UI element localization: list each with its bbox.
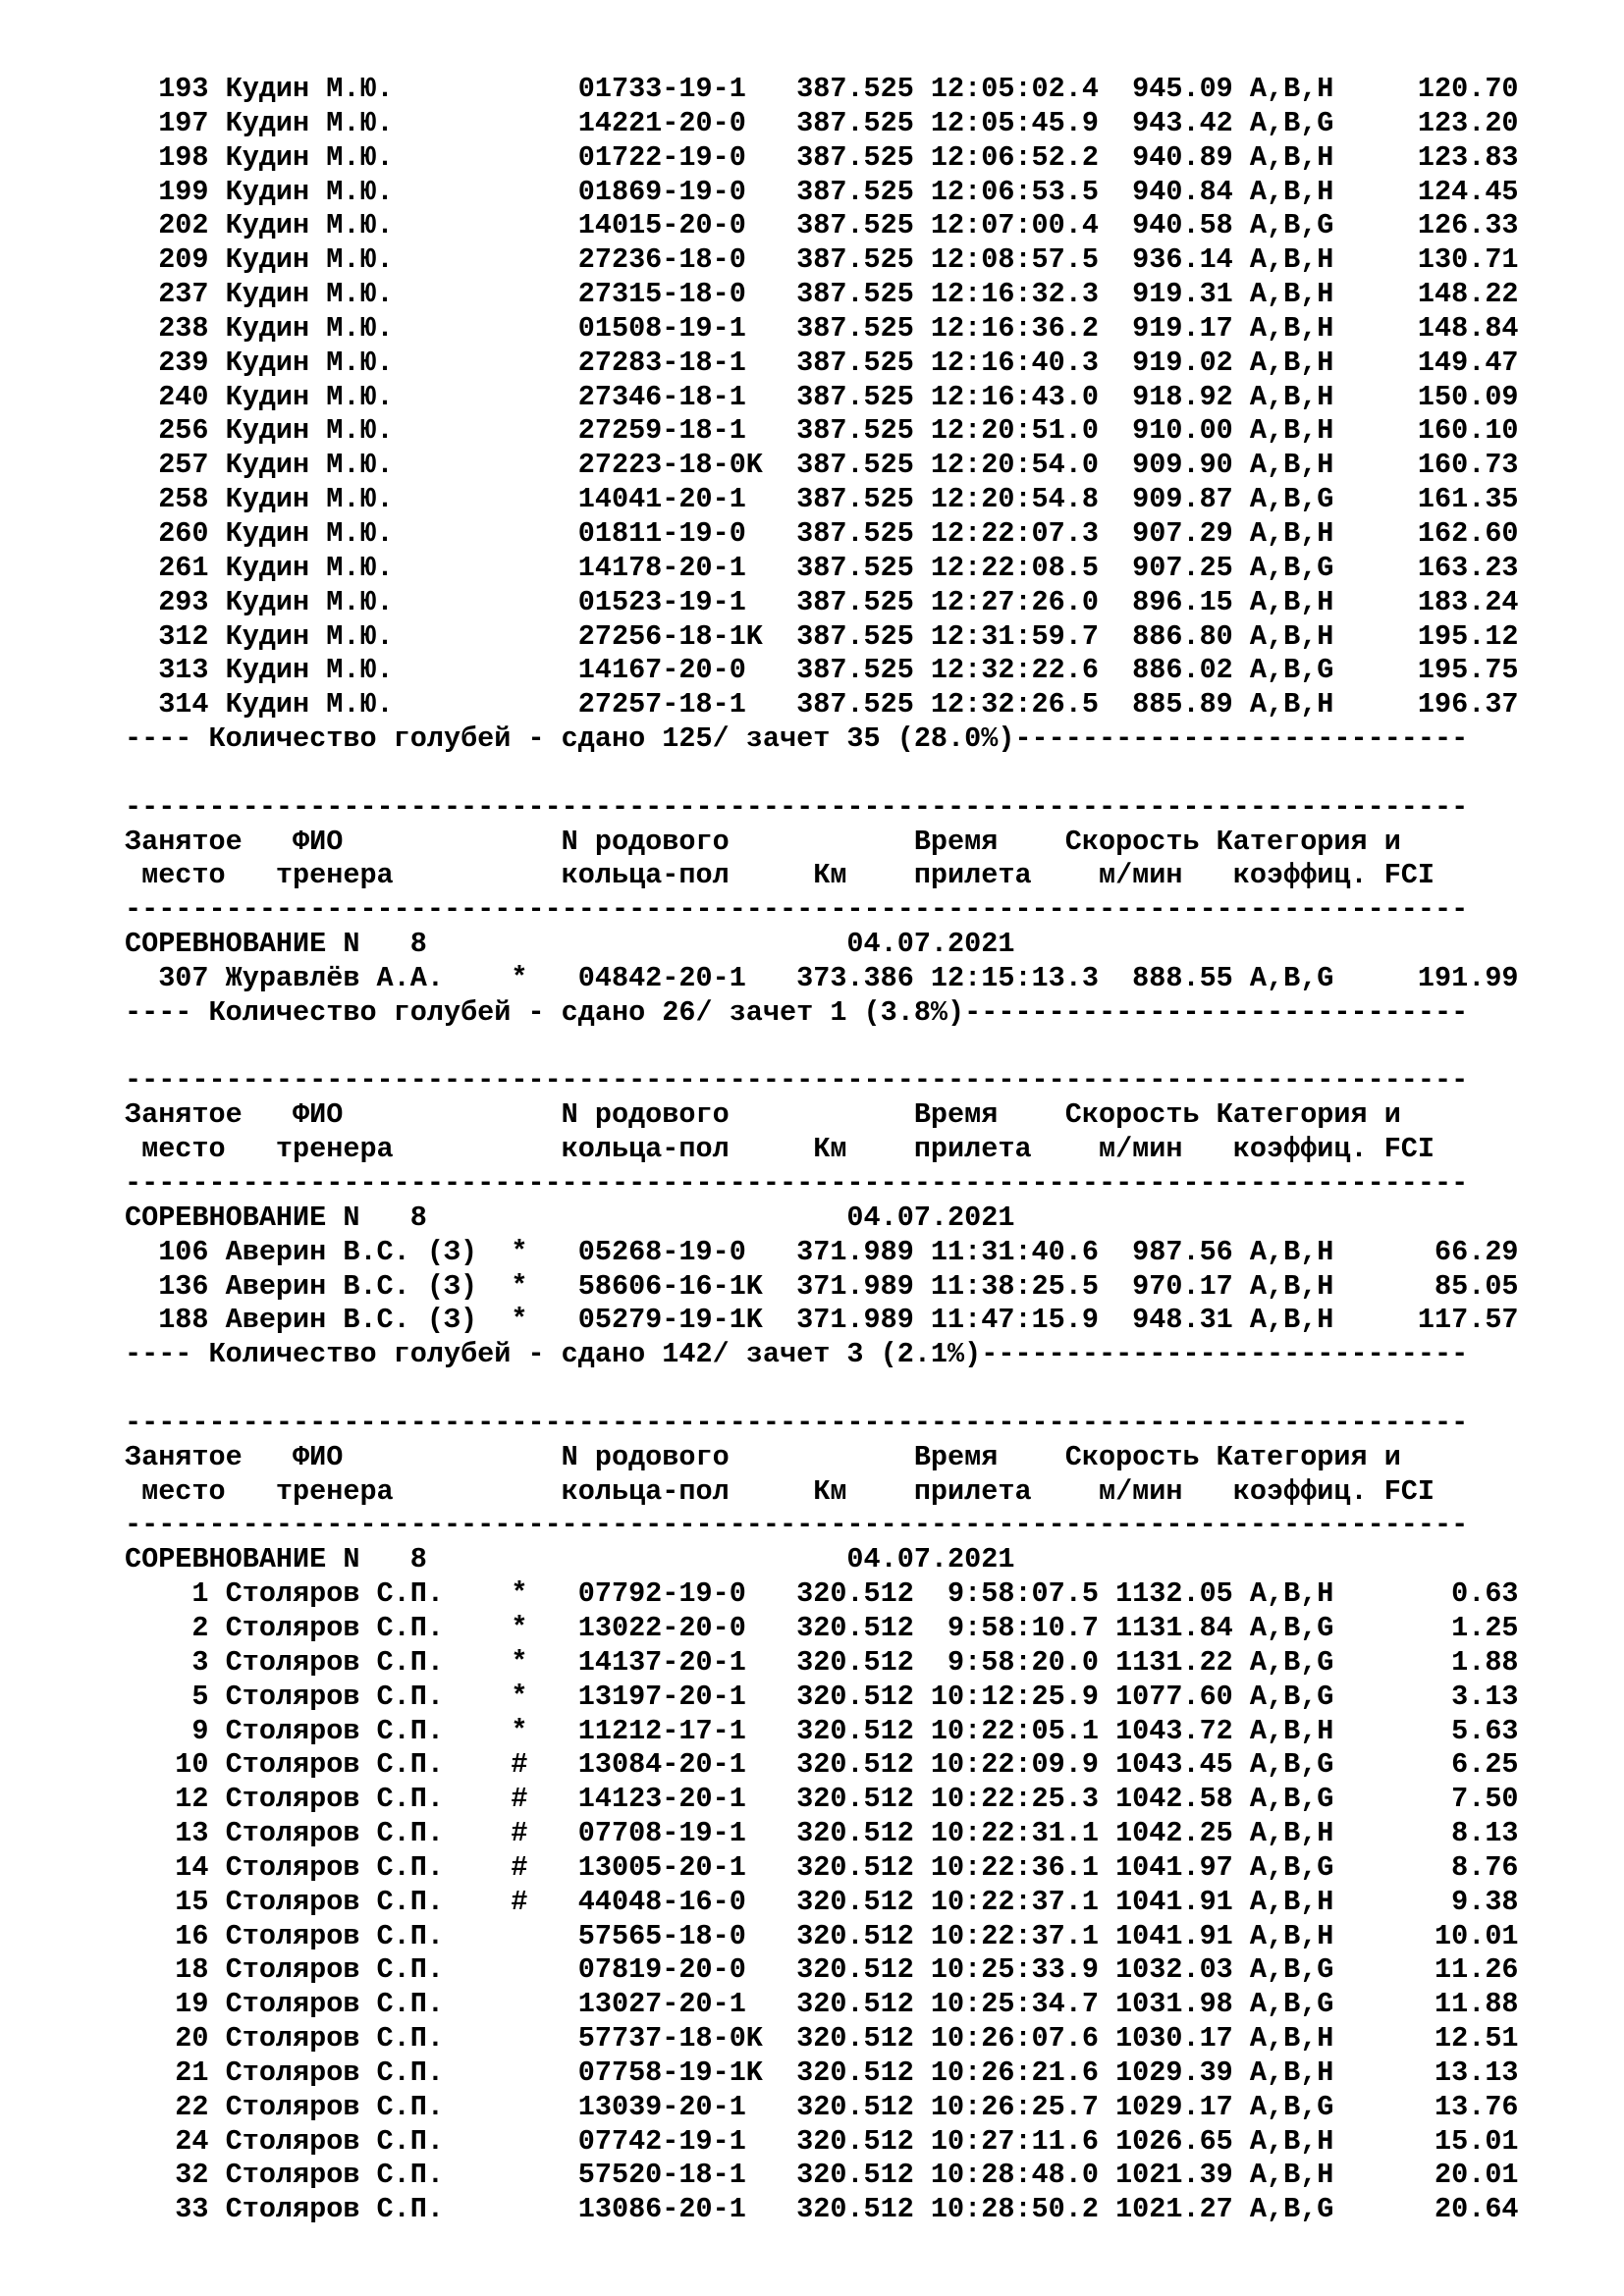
column-header: место тренера кольца-пол Км прилета м/мин коэффиц. FCI <box>125 1474 1435 1508</box>
result-row: 260 Кудин М.Ю. 01811-19-0 387.525 12:22:07.3 907.29 A,B,H 162.60 <box>125 516 1519 550</box>
result-row: 136 Аверин В.С. (З) * 58606-16-1K 371.989 11:38:25.5 970.17 A,B,H 85.05 <box>125 1269 1519 1303</box>
competition-heading: СОРЕВНОВАНИЕ N 8 04.07.2021 <box>125 928 1015 961</box>
result-row: 209 Кудин М.Ю. 27236-18-0 387.525 12:08:57.5 936.14 A,B,H 130.71 <box>125 243 1519 277</box>
result-row: 313 Кудин М.Ю. 14167-20-0 387.525 12:32:22.6 886.02 A,B,G 195.75 <box>125 654 1519 687</box>
result-row: 15 Столяров С.П. # 44048-16-0 320.512 10:22:37.1 1041.91 A,B,H 9.38 <box>125 1885 1519 1918</box>
pigeon-count-summary: ---- Количество голубей - сдано 125/ зачет 35 (28.0%)--------------------------- <box>125 722 1469 756</box>
competition-heading: СОРЕВНОВАНИЕ N 8 04.07.2021 <box>125 1543 1015 1576</box>
result-row: 198 Кудин М.Ю. 01722-19-0 387.525 12:06:52.2 940.89 A,B,H 123.83 <box>125 140 1519 174</box>
blank-line <box>125 1372 1519 1407</box>
separator-line: -------------------------------------------------------------------------------- <box>125 1406 1469 1439</box>
results-document <box>125 73 1519 2227</box>
result-row: 12 Столяров С.П. # 14123-20-1 320.512 10:22:25.3 1042.58 A,B,G 7.50 <box>125 1783 1519 1816</box>
result-row: 239 Кудин М.Ю. 27283-18-1 387.525 12:16:40.3 919.02 A,B,H 149.47 <box>125 346 1519 379</box>
result-row: 19 Столяров С.П. 13027-20-1 320.512 10:25:34.7 1031.98 A,B,G 11.88 <box>125 1988 1519 2021</box>
result-row: 106 Аверин В.С. (З) * 05268-19-0 371.989 11:31:40.6 987.56 A,B,H 66.29 <box>125 1235 1519 1268</box>
result-row: 20 Столяров С.П. 57737-18-0K 320.512 10:26:07.6 1030.17 A,B,H 12.51 <box>125 2022 1519 2056</box>
result-row: 32 Столяров С.П. 57520-18-1 320.512 10:28:48.0 1021.39 A,B,H 20.01 <box>125 2159 1519 2192</box>
column-header: Занятое ФИО N родового Время Скорость Категория и <box>125 1440 1401 1473</box>
result-row: 33 Столяров С.П. 13086-20-1 320.512 10:28:50.2 1021.27 A,B,G 20.64 <box>125 2193 1519 2226</box>
separator-line: -------------------------------------------------------------------------------- <box>125 893 1469 927</box>
blank-line <box>125 757 1519 791</box>
blank-line <box>125 1031 1519 1065</box>
result-row: 1 Столяров С.П. * 07792-19-0 320.512 9:58:07.5 1132.05 A,B,H 0.63 <box>125 1577 1519 1611</box>
result-row: 2 Столяров С.П. * 13022-20-0 320.512 9:58:10.7 1131.84 A,B,G 1.25 <box>125 1611 1519 1644</box>
result-row: 312 Кудин М.Ю. 27256-18-1K 387.525 12:31:59.7 886.80 A,B,H 195.12 <box>125 619 1519 653</box>
result-row: 3 Столяров С.П. * 14137-20-1 320.512 9:58:20.0 1131.22 A,B,G 1.88 <box>125 1645 1519 1679</box>
result-row: 197 Кудин М.Ю. 14221-20-0 387.525 12:05:45.9 943.42 A,B,G 123.20 <box>125 106 1519 139</box>
competition-heading: СОРЕВНОВАНИЕ N 8 04.07.2021 <box>125 1201 1015 1234</box>
column-header: место тренера кольца-пол Км прилета м/мин коэффиц. FCI <box>125 859 1435 892</box>
pigeon-count-summary: ---- Количество голубей - сдано 142/ зачет 3 (2.1%)----------------------------- <box>125 1338 1469 1371</box>
result-row: 257 Кудин М.Ю. 27223-18-0K 387.525 12:20:54.0 909.90 A,B,H 160.73 <box>125 449 1519 482</box>
result-row: 261 Кудин М.Ю. 14178-20-1 387.525 12:22:08.5 907.25 A,B,G 163.23 <box>125 551 1519 584</box>
result-row: 16 Столяров С.П. 57565-18-0 320.512 10:22:37.1 1041.91 A,B,H 10.01 <box>125 1919 1519 1952</box>
result-row: 237 Кудин М.Ю. 27315-18-0 387.525 12:16:32.3 919.31 A,B,H 148.22 <box>125 278 1519 311</box>
result-row: 314 Кудин М.Ю. 27257-18-1 387.525 12:32:26.5 885.89 A,B,H 196.37 <box>125 688 1519 721</box>
result-row: 5 Столяров С.П. * 13197-20-1 320.512 10:12:25.9 1077.60 A,B,G 3.13 <box>125 1680 1519 1713</box>
result-row: 21 Столяров С.П. 07758-19-1K 320.512 10:26:21.6 1029.39 A,B,H 13.13 <box>125 2056 1519 2089</box>
result-row: 258 Кудин М.Ю. 14041-20-1 387.525 12:20:54.8 909.87 A,B,G 161.35 <box>125 483 1519 516</box>
result-row: 9 Столяров С.П. * 11212-17-1 320.512 10:22:05.1 1043.72 A,B,H 5.63 <box>125 1714 1519 1747</box>
separator-line: -------------------------------------------------------------------------------- <box>125 1509 1469 1542</box>
column-header: место тренера кольца-пол Км прилета м/мин коэффиц. FCI <box>125 1133 1435 1166</box>
result-row: 18 Столяров С.П. 07819-20-0 320.512 10:25:33.9 1032.03 A,B,G 11.26 <box>125 1953 1519 1987</box>
result-row: 256 Кудин М.Ю. 27259-18-1 387.525 12:20:51.0 910.00 A,B,H 160.10 <box>125 414 1519 448</box>
result-row: 202 Кудин М.Ю. 14015-20-0 387.525 12:07:00.4 940.58 A,B,G 126.33 <box>125 209 1519 242</box>
result-row: 307 Журавлёв А.А. * 04842-20-1 373.386 12:15:13.3 888.55 A,B,G 191.99 <box>125 961 1519 994</box>
result-row: 293 Кудин М.Ю. 01523-19-1 387.525 12:27:26.0 896.15 A,B,H 183.24 <box>125 585 1519 618</box>
result-row: 14 Столяров С.П. # 13005-20-1 320.512 10:22:36.1 1041.97 A,B,G 8.76 <box>125 1850 1519 1884</box>
result-row: 199 Кудин М.Ю. 01869-19-0 387.525 12:06:53.5 940.84 A,B,H 124.45 <box>125 175 1519 208</box>
result-row: 193 Кудин М.Ю. 01733-19-1 387.525 12:05:02.4 945.09 A,B,H 120.70 <box>125 73 1519 105</box>
column-header: Занятое ФИО N родового Время Скорость Категория и <box>125 1098 1401 1132</box>
result-row: 240 Кудин М.Ю. 27346-18-1 387.525 12:16:43.0 918.92 A,B,H 150.09 <box>125 380 1519 413</box>
column-header: Занятое ФИО N родового Время Скорость Категория и <box>125 825 1401 858</box>
separator-line: -------------------------------------------------------------------------------- <box>125 790 1469 824</box>
result-row: 13 Столяров С.П. # 07708-19-1 320.512 10:22:31.1 1042.25 A,B,H 8.13 <box>125 1817 1519 1850</box>
separator-line: -------------------------------------------------------------------------------- <box>125 1167 1469 1200</box>
separator-line: -------------------------------------------------------------------------------- <box>125 1064 1469 1097</box>
result-row: 238 Кудин М.Ю. 01508-19-1 387.525 12:16:36.2 919.17 A,B,H 148.84 <box>125 311 1519 345</box>
result-row: 24 Столяров С.П. 07742-19-1 320.512 10:27:11.6 1026.65 A,B,H 15.01 <box>125 2124 1519 2158</box>
result-row: 10 Столяров С.П. # 13084-20-1 320.512 10:22:09.9 1043.45 A,B,G 6.25 <box>125 1748 1519 1782</box>
result-row: 188 Аверин В.С. (З) * 05279-19-1K 371.989 11:47:15.9 948.31 A,B,H 117.57 <box>125 1304 1519 1337</box>
result-row: 22 Столяров С.П. 13039-20-1 320.512 10:26:25.7 1029.17 A,B,G 13.76 <box>125 2090 1519 2123</box>
pigeon-count-summary: ---- Количество голубей - сдано 26/ зачет 1 (3.8%)------------------------------ <box>125 995 1469 1029</box>
